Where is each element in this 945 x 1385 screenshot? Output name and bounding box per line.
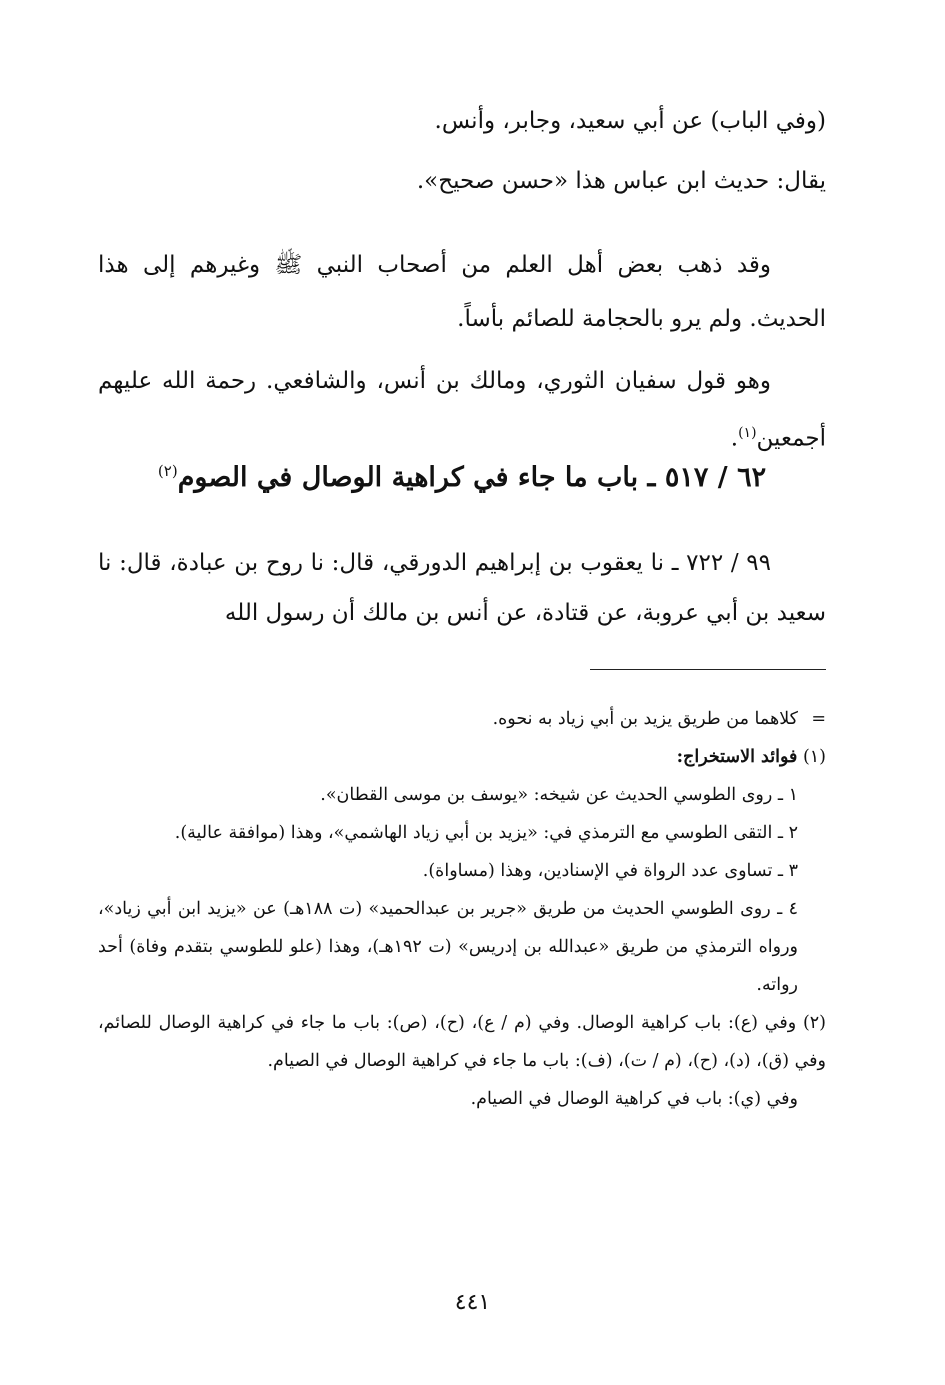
footnote-1-item-2: ٢ ـ التقى الطوسي مع الترمذي في: «يزيد بن أبي زياد الهاشمي»، وهذا (موافقة عالية). <box>174 823 798 843</box>
footnote-ref-2: (٢) <box>157 462 178 480</box>
footnote-1-item-1: ١ ـ روى الطوسي الحديث عن شيخه: «يوسف بن موسى القطان». <box>320 785 798 805</box>
footnote-1-item-4: ٤ ـ روى الطوسي الحديث من طريق «جرير بن عبدالحميد» (ت ١٨٨هـ) عن «يزيد ابن أبي زياد»، ورواه الترمذي من طريق «عبدالله بن إدريس» (ت ١٩٢هـ)، وهذا (علو للطوسي بتقدم وفاة) أحد رواته. <box>98 899 798 995</box>
paragraph-jurists-text: وهو قول سفيان الثوري، ومالك بن أنس، والشافعي. رحمة الله عليهم أجمعين <box>98 368 826 452</box>
footnote-continuation <box>98 700 826 738</box>
page-number: ٤٤١ <box>454 1290 491 1315</box>
footnotes <box>98 700 826 1118</box>
footnote-1-header <box>98 738 826 776</box>
text-line-chapter-note: (وفي الباب) عن أبي سعيد، وجابر، وأنس. <box>434 108 826 134</box>
footnote-2 <box>98 1004 826 1080</box>
continuation-mark: = <box>811 709 826 729</box>
footnote-1-title: فوائد الاستخراج: <box>676 747 798 767</box>
continuation-text: كلاهما من طريق يزيد بن أبي زياد به نحوه. <box>492 709 798 729</box>
footnote-2-number: (٢) <box>802 1013 826 1033</box>
footnote-separator <box>590 669 826 670</box>
footnote-1-item-3: ٣ ـ تساوى عدد الرواة في الإسنادين، وهذا (مساواة). <box>422 861 798 881</box>
footnote-ref-1: (١) <box>738 425 757 441</box>
chapter-heading-text: ٦٢ / ٥١٧ ـ باب ما جاء في كراهية الوصال في الصوم <box>177 462 767 493</box>
chapter-heading <box>98 462 826 493</box>
paragraph-hadith-chain: ٩٩ / ٧٢٢ ـ نا يعقوب بن إبراهيم الدورقي، قال: نا روح بن عبادة، قال: نا سعيد بن أبي عروبة، عن قتادة، عن أنس بن مالك أن رسول الله <box>98 550 826 626</box>
footnote-1-number: (١) <box>802 747 826 767</box>
footnote-2-extra: وفي (ي): باب في كراهية الوصال في الصيام. <box>470 1089 798 1109</box>
paragraph-end-dot: . <box>730 425 739 452</box>
footnote-2-text: وفي (ع): باب كراهية الوصال. وفي (م / ع)، (ح)، (ص): باب ما جاء في كراهية الوصال للصائم، وفي (ق)، (د)، (ح)، (م / ت)، (ف): باب ما جاء في كراهية الوصال في الصيام. <box>98 1013 826 1071</box>
text-line-grading: يقال: حديث ابن عباس هذا «حسن صحيح». <box>416 168 826 194</box>
paragraph-jurists <box>98 355 826 465</box>
paragraph-scholars-opinion: وقد ذهب بعض أهل العلم من أصحاب النبي ﷺ وغيرهم إلى هذا الحديث. ولم يرو بالحجامة للصائم بأساً. <box>98 252 826 332</box>
